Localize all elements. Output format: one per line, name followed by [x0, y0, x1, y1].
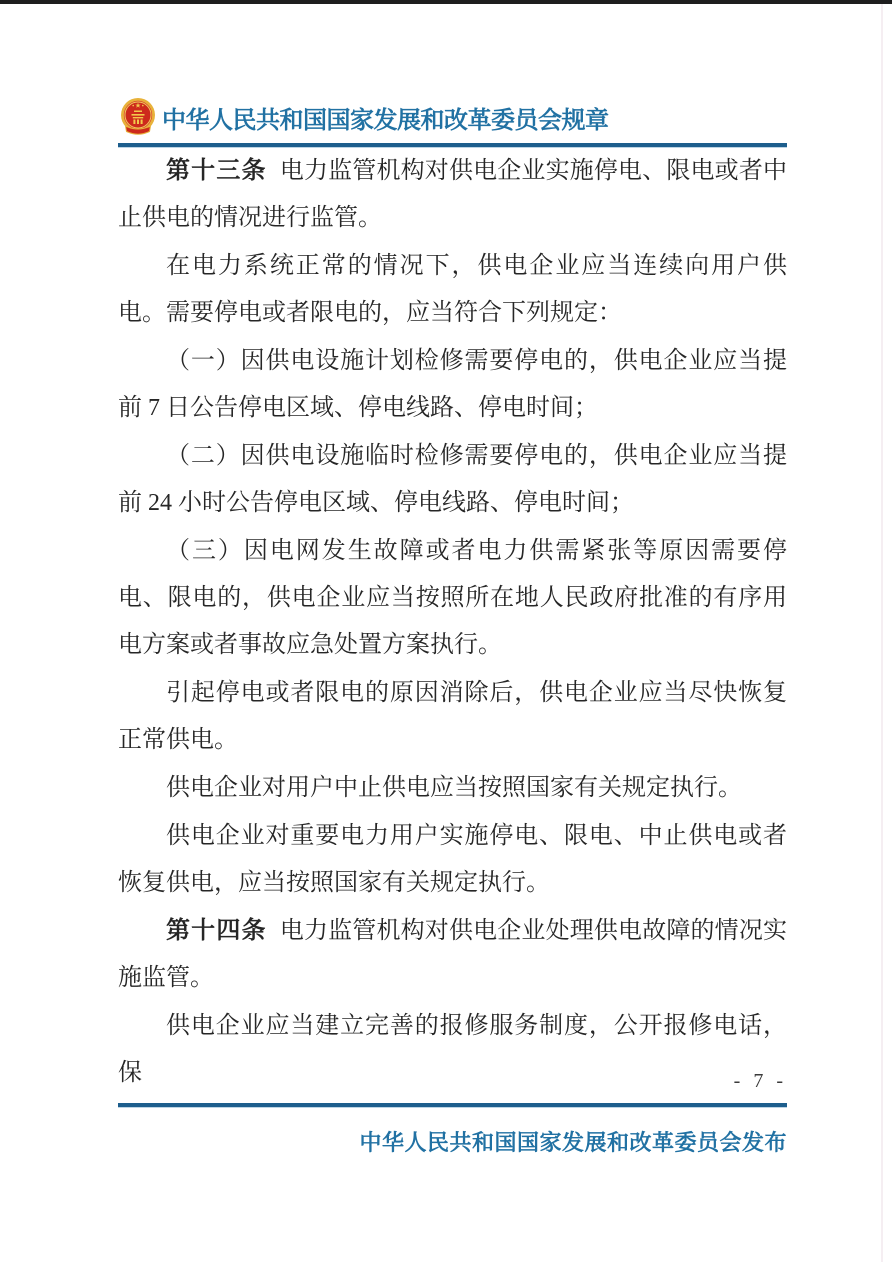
footer-divider-rule — [118, 1103, 787, 1107]
paragraph-text: 在电力系统正常的情况下，供电企业应当连续向用户供电。需要停电或者限电的，应当符合下列规定： — [118, 253, 787, 326]
body-paragraph — [118, 527, 787, 669]
body-paragraph — [118, 432, 787, 527]
document-header — [118, 95, 787, 139]
paragraph-text: 电力监管机构对供电企业实施停电、限电或者中止供电的情况进行监管。 — [118, 158, 788, 231]
page-number: - 7 - — [733, 1070, 787, 1092]
page-right-edge — [881, 4, 883, 1262]
article-number: 第十三条 — [166, 157, 267, 184]
paragraph-text: （一）因供电设施计划检修需要停电的，供电企业应当提前 7 日公告停电区域、停电线路、停电时间； — [118, 348, 787, 421]
body-paragraph — [118, 147, 787, 242]
body-paragraph — [118, 242, 787, 337]
china-national-emblem-icon — [118, 96, 158, 138]
body-paragraph — [118, 907, 787, 1002]
paragraph-text: 供电企业对重要电力用户实施停电、限电、中止供电或者恢复供电，应当按照国家有关规定执行。 — [118, 823, 787, 896]
paragraph-text: （二）因供电设施临时检修需要停电的，供电企业应当提前 24 小时公告停电区域、停电线路、停电时间； — [118, 443, 787, 516]
body-paragraph — [118, 669, 787, 764]
article-number: 第十四条 — [166, 917, 267, 944]
paragraph-text: 电力监管机构对供电企业处理供电故障的情况实施监管。 — [118, 918, 788, 991]
paragraph-text: （三）因电网发生故障或者电力供需紧张等原因需要停电、限电的，供电企业应当按照所在地人民政府批准的有序用电方案或者事故应急处置方案执行。 — [118, 538, 787, 658]
publisher-line: 中华人民共和国国家发展和改革委员会发布 — [359, 1130, 787, 1155]
body-paragraph — [118, 337, 787, 432]
body-paragraph — [118, 812, 787, 907]
paragraph-text: 供电企业应当建立完善的报修服务制度，公开报修电话，保 — [118, 1013, 787, 1086]
body-paragraph — [118, 1002, 787, 1097]
paragraph-text: 引起停电或者限电的原因消除后，供电企业应当尽快恢复正常供电。 — [118, 680, 787, 753]
document-series-title: 中华人民共和国国家发展和改革委员会规章 — [162, 106, 609, 134]
document-body — [118, 147, 787, 1097]
paragraph-text: 供电企业对用户中止供电应当按照国家有关规定执行。 — [166, 775, 742, 801]
page-top-border — [0, 0, 892, 4]
body-paragraph — [118, 764, 787, 812]
